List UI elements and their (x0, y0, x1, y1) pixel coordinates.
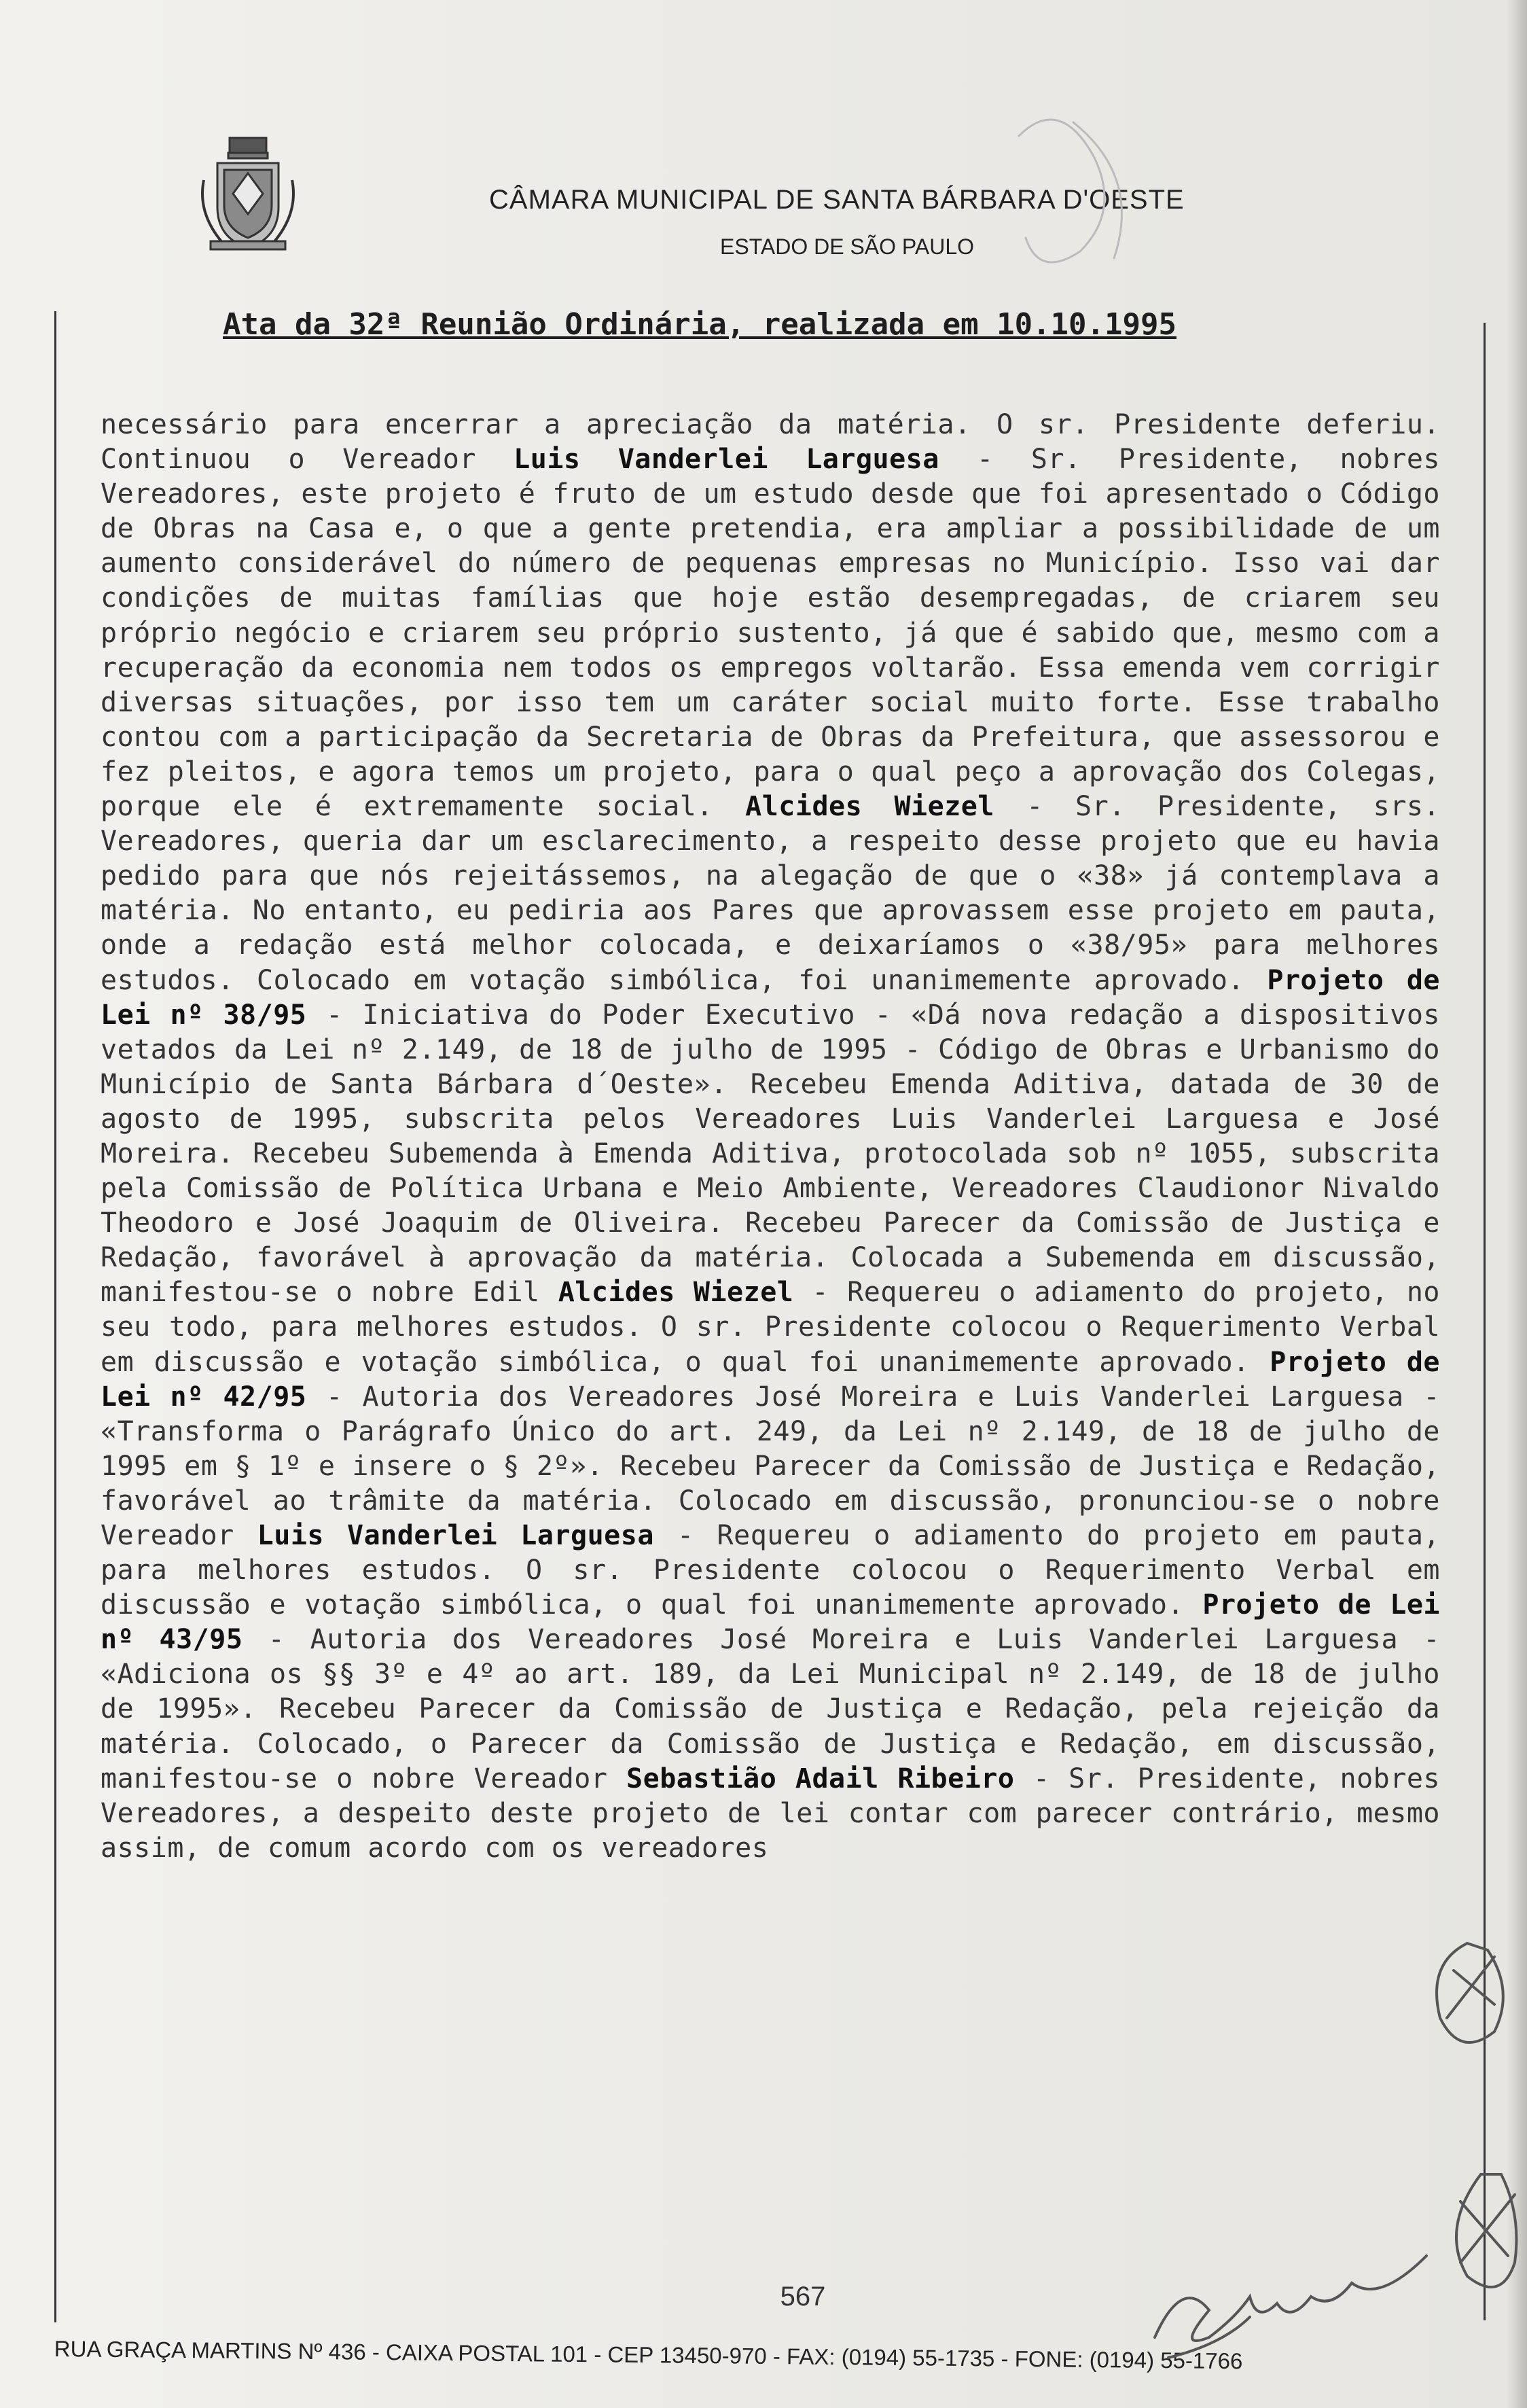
chamber-name: CÂMARA MUNICIPAL DE SANTA BÁRBARA D'OESTE (489, 185, 1185, 215)
bill-heading: Projeto de Lei nº 42/95 (101, 1346, 1441, 1413)
text-segment: necessário para encerrar a apreciação da matéria. O sr. Presidente deferiu. Continuou o Vereador (101, 409, 1440, 476)
page-number: 567 (780, 2282, 826, 2312)
municipal-crest-icon (197, 132, 299, 262)
footer-address: RUA GRAÇA MARTINS Nº 436 - CAIXA POSTAL 101 - CEP 13450-970 - FAX: (0194) 55-1735 - FONE: (0194) 55-1766 (54, 2336, 1243, 2374)
frame-right-rule (1484, 323, 1486, 2320)
speaker-name: Luis Vanderlei Larguesa (257, 1520, 654, 1551)
text-segment: - Autoria dos Vereadores José Moreira e Luis Vanderlei Larguesa - «Adiciona os §§ 3º e 4º ao art. 189, da Lei Municipal nº 2.149, de 18 de julho de 1995». Recebeu Parecer da Comissão de Justiça e Redação, pela rejeição da matéria. Colocado, o Parecer da Comissão de Justiça e Redação, em discussão, manifestou-se o nobre Vereador (101, 1624, 1440, 1794)
speaker-name: Alcides Wiezel (745, 791, 994, 823)
minutes-paragraph (101, 408, 1440, 1866)
speaker-name: Alcides Wiezel (558, 1277, 794, 1309)
state-name: ESTADO DE SÃO PAULO (720, 234, 975, 259)
text-segment: - Requereu o adiamento do projeto em pauta, para melhores estudos. O sr. Presidente colocou o Requerimento Verbal em discussão e votação simbólica, o qual foi unanimemente aprovado. (101, 1520, 1441, 1621)
text-segment: - Iniciativa do Poder Executivo - «Dá nova redação a dispositivos vetados da Lei nº 2.149, de 18 de julho de 1995 - Código de Obras e Urbanismo do Município de Santa Bárbara d´Oeste». Recebeu Emenda Aditiva, datada de 30 de agosto de 1995, subscrita pelos Vereadores Luis Vanderlei Larguesa e José Moreira. Recebeu Subemenda à Emenda Aditiva, protocolada sob nº 1055, subscrita pela Comissão de Política Urbana e Meio Ambiente, Vereadores Claudionor Nivaldo Theodoro e José Joaquim de Oliveira. Recebeu Parecer da Comissão de Justiça e Redação, favorável à aprovação da matéria. Colocada a Subemenda em discussão, manifestou-se o nobre Edil (101, 999, 1440, 1309)
bill-heading: Projeto de Lei nº 38/95 (101, 964, 1440, 1031)
speaker-name: Sebastião Adail Ribeiro (626, 1763, 1015, 1794)
page-edge-shadow (1507, 0, 1527, 2408)
text-segment: - Sr. Presidente, nobres Vereadores, este projeto é fruto de um estudo desde que foi apresentado o Código de Obras na Casa e, o que a gente pretendia, era ampliar a possibilidade de um aumento considerável do número de pequenas empresas no Município. Isso vai dar condições de muitas famílias que hoje estão desempregadas, de criarem seu próprio negócio e criarem seu próprio sustento, já que é sabido que, mesmo com a recuperação da economia nem todos os empregos voltarão. Essa emenda vem corrigir diversas situações, por isso tem um caráter social muito forte. Esse trabalho contou com a participação da Secretaria de Obras da Prefeitura, que assessorou e fez pleitos, e agora temos um projeto, para o qual peço a aprovação dos Colegas, porque ele é extremamente social. (101, 444, 1440, 823)
frame-left-rule (54, 311, 56, 2322)
bill-heading: Projeto de Lei nº 43/95 (101, 1589, 1440, 1656)
text-segment: - Requereu o adiamento do projeto, no seu todo, para melhores estudos. O sr. Presidente colocou o Requerimento Verbal em discussão e votação simbólica, o qual foi unanimemente aprovado. (101, 1277, 1440, 1378)
text-segment: - Autoria dos Vereadores José Moreira e Luis Vanderlei Larguesa - «Transforma o Parágrafo Único do art. 249, da Lei nº 2.149, de 18 de julho de 1995 em § 1º e insere o § 2º». Recebeu Parecer da Comissão de Justiça e Redação, favorável ao trâmite da matéria. Colocado em discussão, pronunciou-se o nobre Vereador (101, 1381, 1440, 1551)
document-title: Ata da 32ª Reunião Ordinária, realizada em 10.10.1995 (223, 307, 1176, 342)
speaker-name: Luis Vanderlei Larguesa (514, 444, 939, 476)
text-segment: - Sr. Presidente, nobres Vereadores, a despeito deste projeto de lei contar com parecer contrário, mesmo assim, de comum acordo com os vereadores (101, 1763, 1440, 1864)
minutes-body (101, 408, 1440, 1866)
text-segment: - Sr. Presidente, srs. Vereadores, queria dar um esclarecimento, a respeito desse projeto que eu havia pedido para que nós rejeitássemos, na alegação de que o «38» já contemplava a matéria. No entanto, eu pediria aos Pares que aprovassem esse projeto em pauta, onde a redação está melhor colocada, e deixaríamos o «38/95» para melhores estudos. Colocado em votação simbólica, foi unanimemente aprovado. (101, 791, 1441, 996)
